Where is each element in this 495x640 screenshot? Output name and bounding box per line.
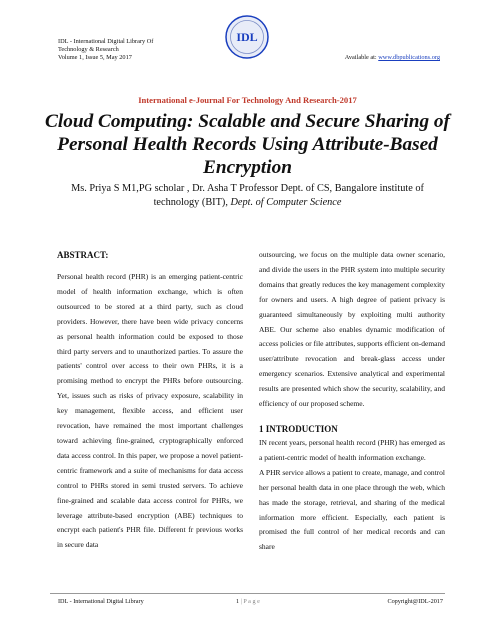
journal-name: International e-Journal For Technology And Research-2017 (138, 95, 357, 105)
available-label: Available at: (344, 54, 379, 61)
introduction-paragraph-2: A PHR service allows a patient to create, manage, and control her personal health data in one place through the web, which has made the storage, retrieval, and sharing of the medical information more efficient. Especially, each patient is promised the full control of her medical records and can share (259, 467, 445, 552)
logo-text: IDL (236, 30, 258, 44)
abstract-text-left: Personal health record (PHR) is an emerging patient-centric model of health information exchange, which is often outsourced to be stored at a third party, such as cloud providers. However, there have been wide privacy concerns as personal health information could be exposed to those third party servers and to unauthorized parties. To assure the patients' control over access to their own PHRs, it is a promising method to encrypt the PHRs before outsourcing. Yet, issues such as risks of privacy exposure, scalability in key management, flexible access, and efficient user revocation, have remained the most important challenges toward achieving fine-grained, cryptographically enforced data access control. In this paper, we propose a novel patient-centric framework and a suite of mechanisms for data access control to PHRs stored in semi trusted servers. To achieve fine-grained and scalable data access control for PHRs, we leverage attribute-based encryption (ABE) techniques to encrypt each patient's PHR file. Different fr previous works in secure data (57, 272, 243, 550)
journal-info-line2: Technology & Research (58, 46, 119, 53)
authors (60, 182, 435, 210)
page-label: | P a g e (239, 598, 260, 605)
journal-info (58, 38, 153, 62)
introduction-paragraph-1: IN recent years, personal health record (PHR) has emerged as a patient-centric model of health information exchange. (259, 437, 445, 462)
authors-dept: Dept. of Computer Science (230, 197, 342, 208)
footer-divider (50, 593, 445, 594)
footer-left: IDL - International Digital Library (58, 598, 144, 605)
abstract-text-right: outsourcing, we focus on the multiple data owner scenario, and divide the users in the PHR system into multiple security domains that greatly reduces the key management complexity for owners and users. A high degree of patient privacy is guaranteed simultaneously by exploiting multi authority ABE. Our scheme also enables dynamic modification of access policies or file attributes, supports efficient on-demand user/attribute revocation and break-glass access under emergency scenarios. Extensive analytical and experimental results are presented which show the security, scalability, and efficiency of our proposed scheme. (259, 250, 445, 409)
right-column (259, 248, 445, 555)
page-number-value: 1 (236, 598, 240, 605)
footer-copyright: Copyright@IDL-2017 (387, 598, 443, 605)
paper-title: Cloud Computing: Scalable and Secure Sharing of Personal Health Records Using Attribute-Based Encryption (45, 111, 450, 178)
journal-info-line3: Volume 1, Issue 5, May 2017 (58, 54, 132, 61)
left-column (57, 248, 243, 553)
page-number (236, 598, 260, 605)
abstract-heading: ABSTRACT: (57, 250, 109, 260)
introduction-heading: 1 INTRODUCTION (259, 423, 338, 434)
idl-logo (224, 14, 270, 60)
availability (345, 54, 440, 61)
journal-info-line1: IDL - International Digital Library Of (58, 38, 154, 45)
publisher-link[interactable]: www.dbpublications.org (378, 54, 440, 61)
authors-text: Ms. Priya S M1,PG scholar , Dr. Asha T Professor Dept. of CS, Bangalore institute of technology (BIT), (71, 183, 424, 208)
